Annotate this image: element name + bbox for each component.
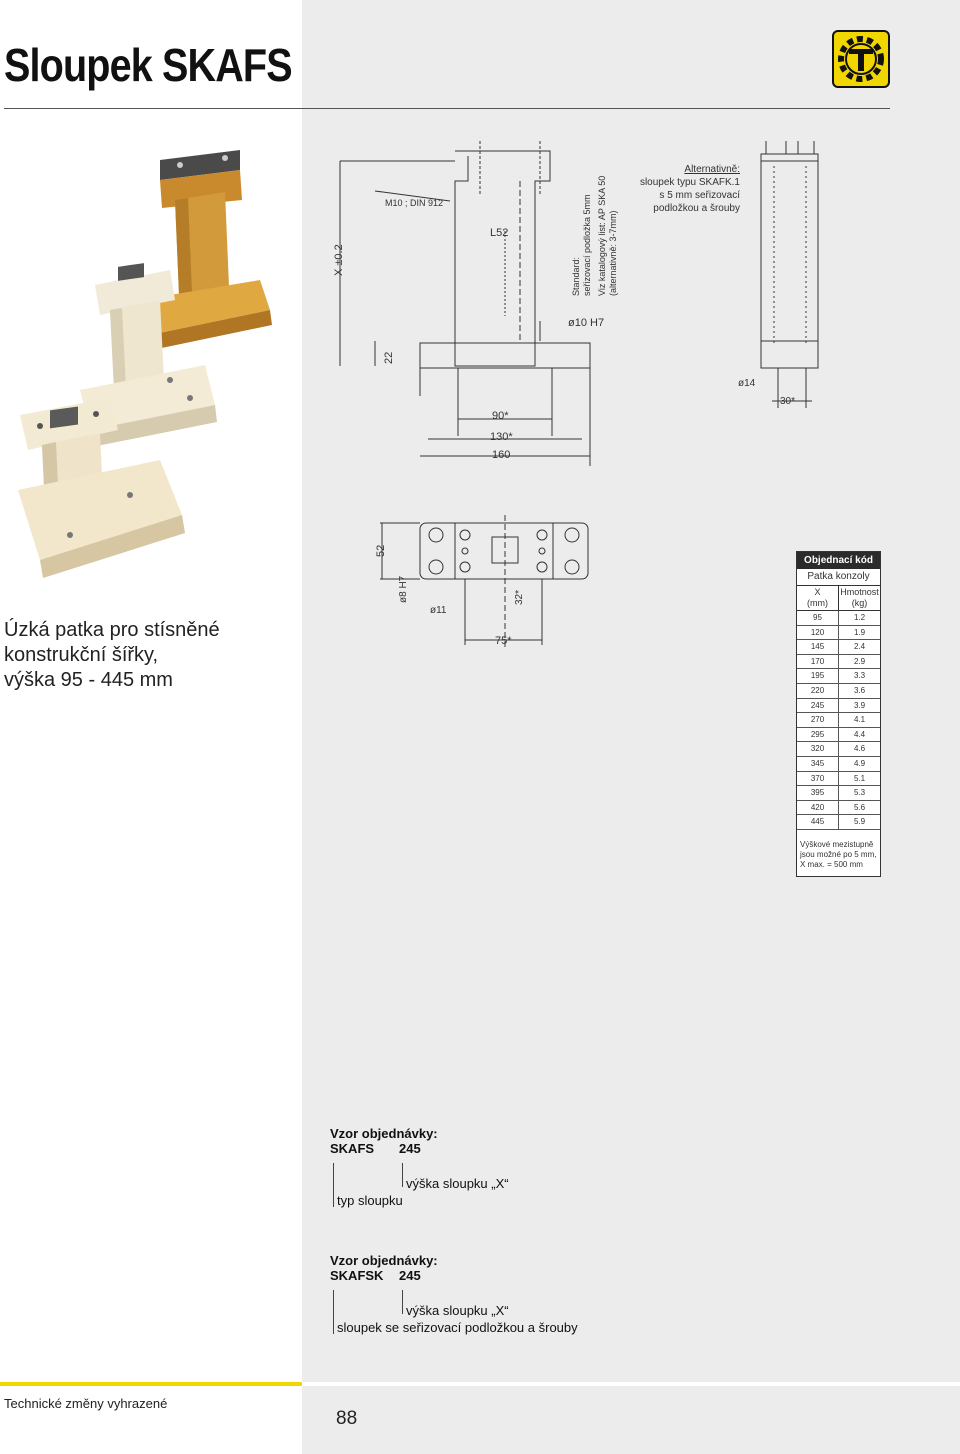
company-logo-icon xyxy=(832,30,890,88)
column-x-unit: (mm) xyxy=(807,598,828,608)
table-row xyxy=(797,728,880,743)
table-row xyxy=(797,699,880,714)
cell-x: 295 xyxy=(797,728,839,742)
cell-weight: 4.4 xyxy=(853,729,866,739)
table-row xyxy=(797,786,880,801)
table-row xyxy=(797,815,880,830)
dim-52-label: 52 xyxy=(375,544,387,557)
standard-note-line-4: (alternativně: 3-7mm) xyxy=(608,210,618,296)
cell-x: 95 xyxy=(797,611,839,625)
table-row xyxy=(797,801,880,816)
table-row xyxy=(797,742,880,757)
column-x xyxy=(797,586,839,610)
cell-x: 195 xyxy=(797,669,839,683)
alternative-note xyxy=(630,163,740,215)
order-1-desc-value: výška sloupku „X“ xyxy=(406,1176,509,1191)
order-2-desc-value: výška sloupku „X“ xyxy=(406,1303,509,1318)
product-photo xyxy=(10,140,290,580)
cell-x: 370 xyxy=(797,772,839,786)
cell-weight: 4.1 xyxy=(853,715,866,725)
order-1-label: Vzor objednávky: xyxy=(330,1126,438,1141)
alt-note-line-2: sloupek typu SKAFK.1 xyxy=(639,177,740,188)
product-subtitle xyxy=(4,618,294,693)
column-weight-unit: (kg) xyxy=(851,598,868,608)
table-row xyxy=(797,626,880,641)
cell-x: 120 xyxy=(797,626,839,640)
order-2-code-value: 245 xyxy=(399,1268,421,1283)
table-header: Objednací kód xyxy=(797,552,880,569)
l52-label: L52 xyxy=(490,227,509,239)
cell-x: 245 xyxy=(797,699,839,713)
table-row xyxy=(797,669,880,684)
thread-label: M10 ; DIN 912 xyxy=(385,198,444,208)
cell-weight: 4.9 xyxy=(853,758,866,768)
column-weight xyxy=(839,586,880,610)
order-1-code xyxy=(330,1141,438,1159)
standard-note-line-1: Standard: xyxy=(571,256,581,296)
order-2-value-line xyxy=(402,1290,403,1314)
order-1-code-value: 245 xyxy=(399,1141,421,1156)
dim-90-label: 90* xyxy=(492,410,509,422)
cell-weight: 5.6 xyxy=(853,802,866,812)
d11-label: ø11 xyxy=(430,605,447,616)
d8-label: ø8 H7 xyxy=(398,575,409,603)
order-code-table xyxy=(796,551,881,877)
page-number: 88 xyxy=(336,1408,358,1429)
cell-x: 220 xyxy=(797,684,839,698)
table-row xyxy=(797,655,880,670)
subtitle-line-2: konstrukční šířky, xyxy=(4,644,159,666)
alt-note-line-4: podložkou a šrouby xyxy=(653,203,740,214)
cell-x: 270 xyxy=(797,713,839,727)
cell-weight: 1.9 xyxy=(853,627,866,637)
cell-weight: 5.9 xyxy=(853,817,866,827)
standard-note-line-3: Viz katalogový list: AP SKA 50 xyxy=(597,175,607,296)
d10-label: ø10 H7 xyxy=(568,317,605,329)
table-body xyxy=(797,611,880,830)
subtitle-line-3: výška 95 - 445 mm xyxy=(4,669,173,691)
cell-weight: 3.3 xyxy=(853,671,866,681)
cell-weight: 3.9 xyxy=(853,700,866,710)
cell-x: 395 xyxy=(797,786,839,800)
d4-label: ø14 xyxy=(738,378,756,389)
dim-32-label: 32* xyxy=(514,589,525,605)
cell-x: 345 xyxy=(797,757,839,771)
title-rule xyxy=(4,108,890,109)
order-example-1 xyxy=(330,1126,509,1208)
table-foot-line-3: X max. = 500 mm xyxy=(800,859,863,869)
subtitle-line-1: Úzká patka pro stísněné xyxy=(4,619,220,641)
footer-accent-bar xyxy=(0,1382,302,1386)
order-2-code-type: SKAFSK xyxy=(330,1268,384,1283)
footer-divider xyxy=(302,1382,960,1386)
page-title: Sloupek SKAFS xyxy=(4,39,292,91)
dim-130-label: 130* xyxy=(490,431,513,443)
x-dimension-label: X ±0.2 xyxy=(333,244,345,276)
dim-160-label: 160 xyxy=(492,449,511,461)
top-view-drawing xyxy=(370,515,600,655)
table-row xyxy=(797,684,880,699)
alt-note-line-3: s 5 mm seřizovací xyxy=(659,190,740,201)
table-subheader: Patka konzoly xyxy=(797,569,880,586)
column-x-label: X xyxy=(814,587,821,597)
cell-x: 445 xyxy=(797,815,839,829)
cell-x: 320 xyxy=(797,742,839,756)
table-column-headers xyxy=(797,586,880,611)
order-2-desc-code: sloupek se seřizovací podložkou a šrouby xyxy=(337,1320,578,1335)
table-row xyxy=(797,640,880,655)
cell-weight: 2.4 xyxy=(853,642,866,652)
order-example-2 xyxy=(330,1253,578,1335)
order-2-label: Vzor objednávky: xyxy=(330,1253,438,1268)
table-foot-line-1: Výškové mezistupně xyxy=(800,839,874,849)
cell-weight: 3.6 xyxy=(853,685,866,695)
dim-22-label: 22 xyxy=(383,351,395,364)
cell-x: 170 xyxy=(797,655,839,669)
table-row xyxy=(797,611,880,626)
table-row xyxy=(797,713,880,728)
order-1-code-type: SKAFS xyxy=(330,1141,375,1156)
footer-note: Technické změny vyhrazené xyxy=(4,1396,168,1411)
cell-weight: 5.1 xyxy=(853,773,866,783)
column-weight-label: Hmotnost xyxy=(840,587,879,597)
cell-weight: 1.2 xyxy=(853,613,866,622)
cell-weight: 2.9 xyxy=(853,656,866,666)
table-foot-line-2: jsou možné po 5 mm, xyxy=(800,849,877,859)
dim-30-label: 30* xyxy=(780,396,796,407)
alt-note-line-1: Alternativně: xyxy=(684,164,740,175)
order-2-code xyxy=(330,1268,438,1286)
cell-weight: 4.6 xyxy=(853,744,866,754)
order-1-value-line xyxy=(402,1163,403,1187)
order-1-desc-code: typ sloupku xyxy=(337,1193,403,1208)
cell-x: 420 xyxy=(797,801,839,815)
dim-75-label: 75* xyxy=(495,635,512,647)
side-view-drawing xyxy=(736,136,836,416)
table-row xyxy=(797,772,880,787)
cell-x: 145 xyxy=(797,640,839,654)
table-row xyxy=(797,757,880,772)
order-2-type-line xyxy=(333,1290,334,1334)
cell-weight: 5.3 xyxy=(853,788,866,798)
table-footnote xyxy=(797,830,880,876)
standard-note-line-2: seřizovací podložka 5mm xyxy=(582,194,592,296)
order-1-type-line xyxy=(333,1163,334,1207)
